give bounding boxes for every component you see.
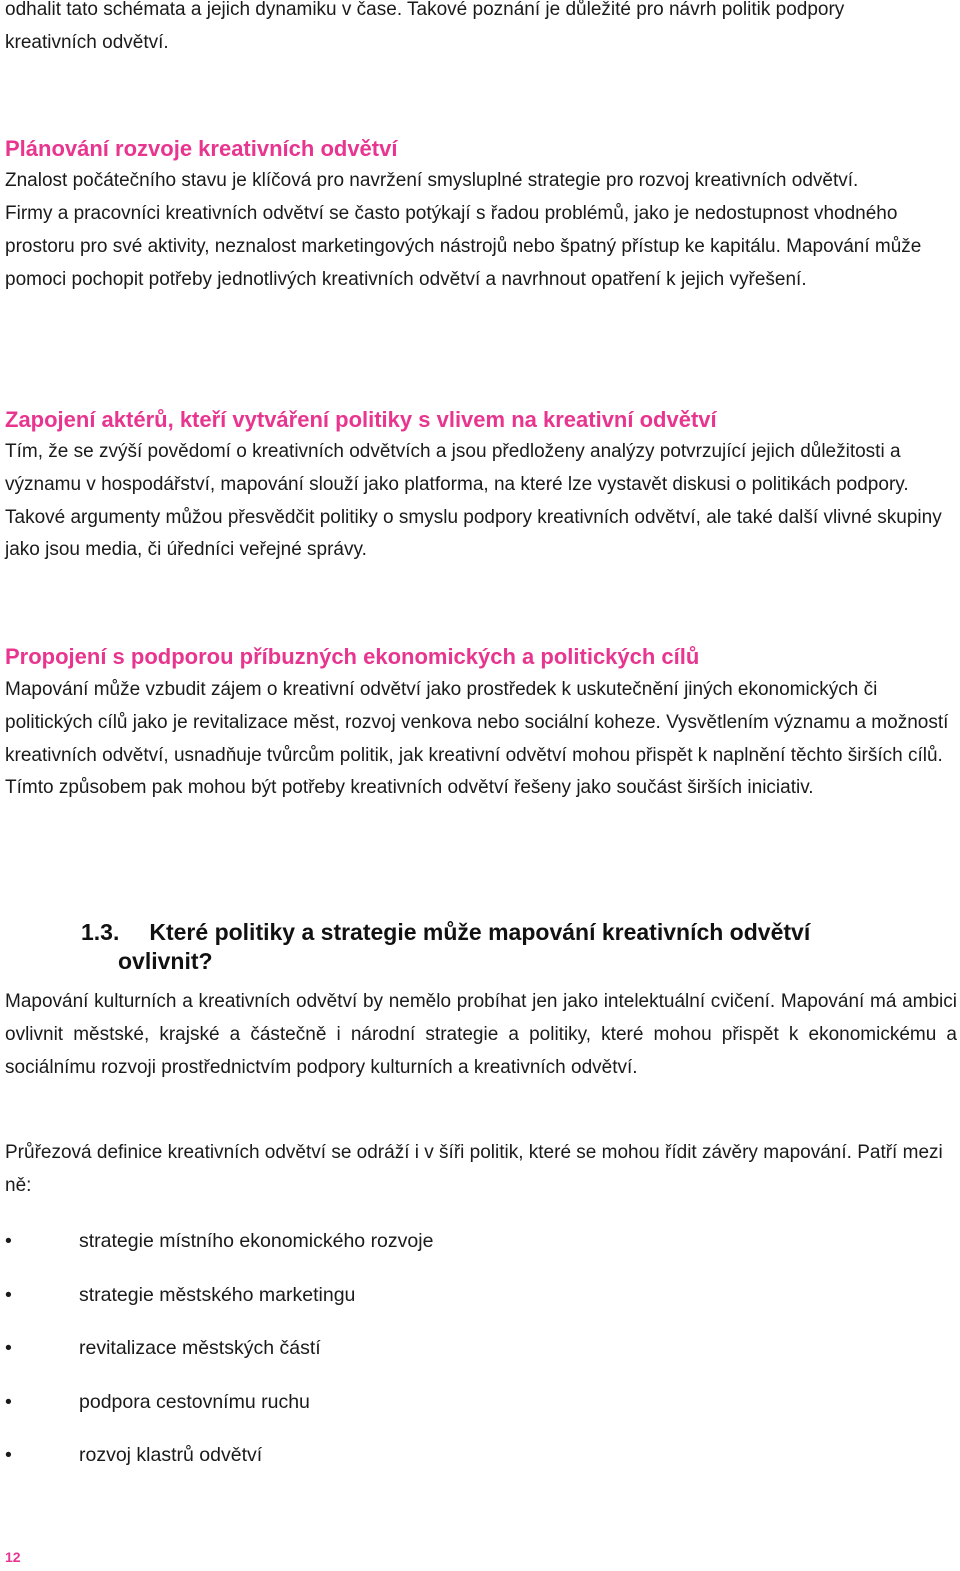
list-item [5, 1442, 957, 1496]
bullet-icon: • [5, 1283, 12, 1306]
section-heading: Zapojení aktérů, kteří vytváření politiky s vlivem na kreativní odvětví [5, 407, 717, 432]
section-lead: Znalost počátečního stavu je klíčová pro navržení smysluplné strategie pro rozvoj kreativních odvětví. [5, 170, 859, 191]
chapter-para-2: Průřezová definice kreativních odvětví se odráží i v šíři politik, které se mohou řídit závěry mapování. Patří mezi ně: [5, 1142, 943, 1196]
chapter-para-1: Mapování kulturních a kreativních odvětví by nemělo probíhat jen jako intelektuální cvičení. Mapování má ambici ovlivnit městské, krajské a částečně i národní strategie a politiky, které mohou přispět k ekonomickému a sociálnímu rozvoji prostřednictvím podpory kulturních a kreativních odvětví. [5, 991, 957, 1078]
chapter-number: 1.3. [81, 919, 120, 945]
section-planovani-lead [5, 165, 957, 198]
section-body: Firmy a pracovníci kreativních odvětví se často potýkají s řadou problémů, jako je nedostupnost vhodného prostoru pro své aktivity, neznalost marketingových nástrojů nebo špatný přístup ke kapitálu. Mapování může pomoci pochopit potřeby jednotlivých kreativních odvětví a navrhnout opatření k jejich vyřešení. [5, 203, 922, 290]
section-propojeni-body [5, 674, 960, 805]
list-item-text: strategie místního ekonomického rozvoje [79, 1230, 434, 1252]
bullet-icon: • [5, 1230, 12, 1252]
chapter-paragraph-1 [5, 986, 957, 1084]
intro-line-2: kreativních odvětví. [5, 31, 169, 53]
list-item [5, 1335, 957, 1389]
section-planovani-body [5, 198, 935, 296]
page-number: 12 [5, 1549, 21, 1565]
intro-line-1: odhalit tato schémata a jejich dynamiku v čase. Takové poznání je důležité pro návrh politik podpory [5, 0, 845, 20]
section-planovani [5, 135, 957, 163]
list-item [5, 1389, 957, 1443]
section-body: Mapování může vzbudit zájem o kreativní odvětví jako prostředek k uskutečnění jiných ekonomických či politických cílů jako je revitalizace měst, rozvoj venkova nebo sociální koheze. Vysvětlením významu a možností kreativních odvětví, usnadňuje tvůrcům politik, jak kreativní odvětví mohou přispět k naplnění těchto širších cílů. Tímto způsobem pak mohou být potřeby kreativních odvětví řešeny jako součást širších iniciativ. [5, 679, 949, 799]
list-item-text: revitalizace městských částí [79, 1337, 321, 1359]
section-zapojeni [5, 406, 957, 434]
chapter-title: Které politiky a strategie může mapování kreativních odvětví [149, 919, 811, 945]
list-item [5, 1282, 957, 1336]
chapter-title-line-1 [81, 918, 951, 947]
bullet-list [5, 1228, 957, 1496]
section-heading: Plánování rozvoje kreativních odvětví [5, 136, 398, 161]
list-item-text: strategie městského marketingu [79, 1283, 356, 1306]
section-body: Tím, že se zvýší povědomí o kreativních odvětvích a jsou předloženy analýzy potvrzující jejich důležitosti a významu v hospodářství, mapování slouží jako platforma, na které lze vystavět diskusi o politikách podpory. Takové argumenty můžou přesvědčit politiky o smyslu podpory kreativních odvětví, ale také další vlivné skupiny jako jsou media, či úředníci veřejné správy. [5, 441, 942, 561]
list-item-text: podpora cestovnímu ruchu [79, 1390, 310, 1413]
section-heading: Propojení s podporou příbuzných ekonomických a politických cílů [5, 644, 700, 669]
list-item [5, 1228, 957, 1282]
bullet-icon: • [5, 1337, 12, 1359]
chapter-paragraph-2 [5, 1137, 957, 1203]
section-zapojeni-body [5, 436, 950, 567]
section-propojeni [5, 643, 957, 671]
chapter-title-line-2: ovlivnit? [118, 948, 213, 974]
chapter-heading [81, 918, 951, 976]
list-item-text: rozvoj klastrů odvětví [79, 1444, 263, 1466]
intro-paragraph [5, 0, 957, 60]
policy-list [5, 1228, 957, 1496]
bullet-icon: • [5, 1390, 12, 1413]
bullet-icon: • [5, 1444, 12, 1466]
